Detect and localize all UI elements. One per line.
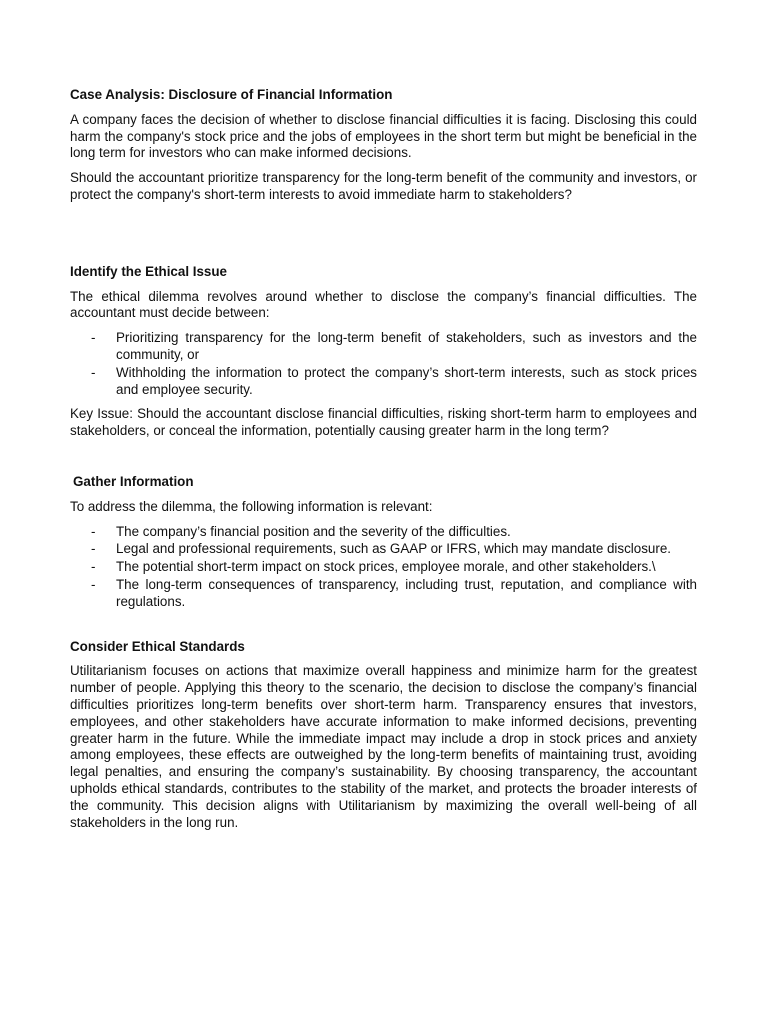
case-paragraph-1: A company faces the decision of whether to disclose financial difficulties it is facing. Disclosing this could harm the company's stock price and the jobs of employees in the short term but might be beneficial in the long term for investors who can make informed decisions. xyxy=(70,111,697,161)
gather-heading: Gather Information xyxy=(73,473,194,489)
spacer xyxy=(70,212,697,264)
identify-intro: The ethical dilemma revolves around whether to disclose the company’s financial difficulties. The accountant must decide between: xyxy=(70,288,697,321)
dash-bullet: - xyxy=(91,523,96,539)
list-item-text: Prioritizing transparency for the long-term benefit of stakeholders, such as investors and the community, or xyxy=(116,330,697,362)
standards-heading: Consider Ethical Standards xyxy=(70,638,245,654)
key-issue: Key Issue: Should the accountant disclose financial difficulties, risking short-term harm to employees and stakeholders, or conceal the information, potentially causing greater harm in the long term? xyxy=(70,406,697,439)
dash-bullet: - xyxy=(91,559,96,575)
dash-bullet: - xyxy=(91,576,96,592)
list-item xyxy=(70,541,697,558)
identify-heading: Identify the Ethical Issue xyxy=(70,263,228,279)
list-item-text: Legal and professional requirements, such as GAAP or IFRS, which may mandate disclosure. xyxy=(116,541,671,557)
list-item xyxy=(70,524,697,541)
list-item xyxy=(70,577,697,611)
list-item xyxy=(70,330,697,364)
gather-intro: To address the dilemma, the following information is relevant: xyxy=(70,498,433,514)
case-title: Case Analysis: Disclosure of Financial Information xyxy=(70,87,393,102)
list-item-text: Withholding the information to protect the company’s short-term interests, such as stock prices and employee security. xyxy=(116,364,697,397)
dash-bullet: - xyxy=(91,330,96,346)
spacer xyxy=(70,619,697,639)
identify-list xyxy=(70,330,697,398)
list-item xyxy=(70,365,697,399)
list-item-text: The potential short-term impact on stock prices, employee morale, and other stakeholders.\ xyxy=(116,559,656,575)
list-item-text: The long-term consequences of transparency, including trust, reputation, and compliance with regulations. xyxy=(116,576,697,609)
standards-body: Utilitarianism focuses on actions that maximize overall happiness and minimize harm for the greatest number of people. Applying this theory to the scenario, the decision to disclose the company’s financial difficulties prioritizes long-term benefits over short-term harm. Transparency ensures that investors, employees, and other stakeholders have accurate information to make informed decisions, preventing greater harm in the future. While the immediate impact may include a drop in stock prices and anxiety among employees, these effects are outweighed by the long-term benefits of maintaining trust, avoiding legal penalties, and ensuring the company’s sustainability. By choosing transparency, the accountant upholds ethical standards, contributes to the stability of the market, and protects the broader interests of the community. This decision aligns with Utilitarianism by maximizing the overall well-being of all stakeholders in the long run. xyxy=(70,663,697,830)
dash-bullet: - xyxy=(91,364,96,380)
dash-bullet: - xyxy=(91,541,96,557)
list-item xyxy=(70,559,697,576)
document-page xyxy=(70,87,697,839)
gather-list xyxy=(70,524,697,611)
list-item-text: The company’s financial position and the severity of the difficulties. xyxy=(116,523,511,539)
spacer xyxy=(70,448,697,474)
case-paragraph-2: Should the accountant prioritize transparency for the long-term benefit of the community and investors, or protect the company's short-term interests to avoid immediate harm to stakeholders? xyxy=(70,170,697,202)
